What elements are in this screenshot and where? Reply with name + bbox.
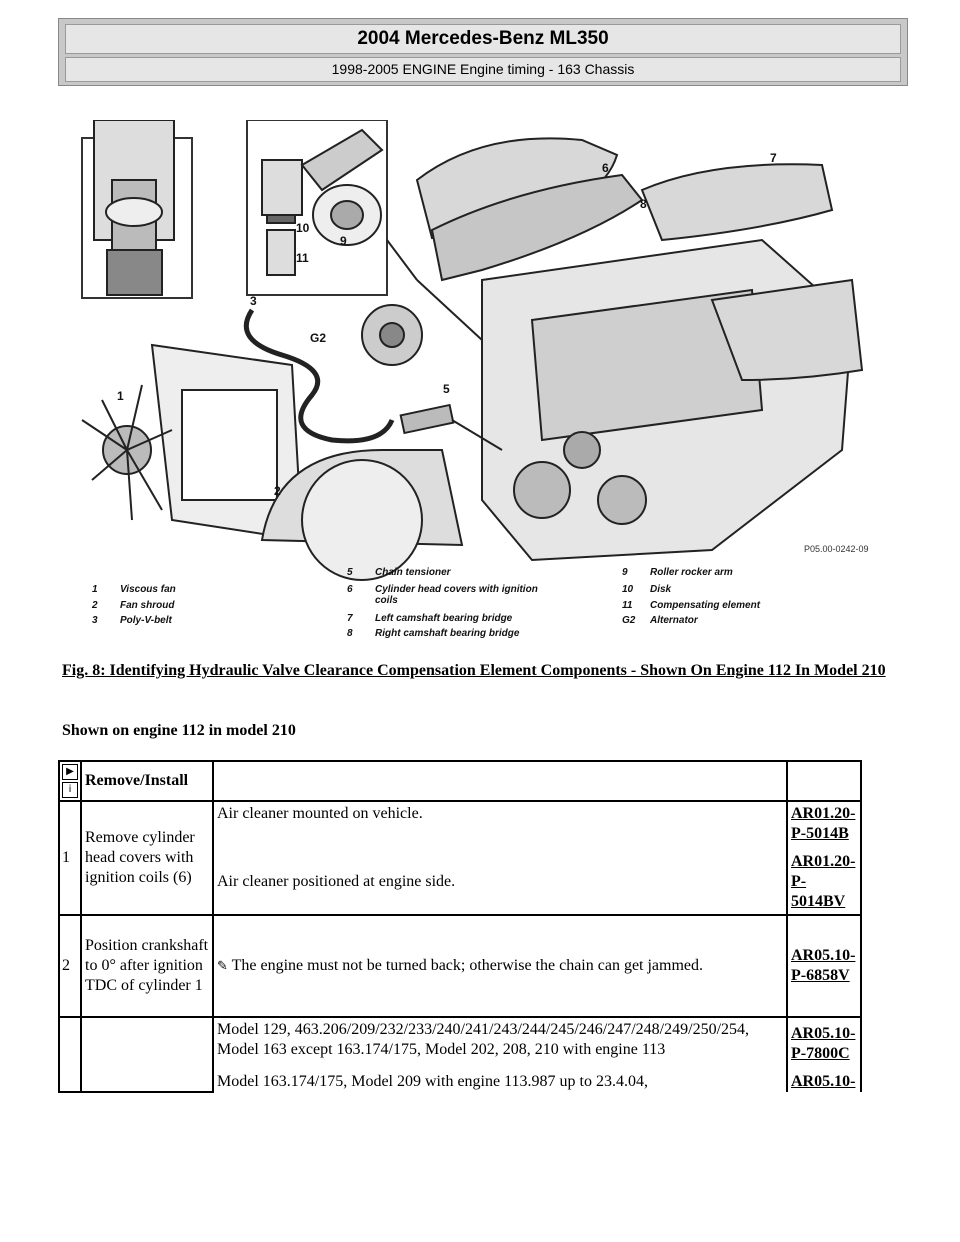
callout-6: 6 bbox=[602, 161, 609, 175]
step-description: Remove cylinder head covers with ignition coils (6) bbox=[81, 801, 213, 915]
legend-item: 7 Left camshaft bearing bridge bbox=[347, 613, 513, 624]
step-number bbox=[59, 1017, 81, 1092]
document-subtitle: 1998-2005 ENGINE Engine timing - 163 Chassis bbox=[65, 57, 901, 82]
figure-caption-link[interactable]: Fig. 8: Identifying Hydraulic Valve Clearance Compensation Element Components - Shown On Engine 112 In Model 210 bbox=[62, 662, 886, 679]
table-row bbox=[59, 915, 861, 1017]
reference-link[interactable]: AR01.20-P-5014BV bbox=[787, 850, 861, 915]
header-icons-cell bbox=[59, 761, 81, 801]
step-number: 2 bbox=[59, 915, 81, 1017]
step-description: Position crankshaft to 0° after ignition TDC of cylinder 1 bbox=[81, 915, 213, 1017]
callout-2: 2 bbox=[274, 484, 281, 498]
callout-g2: G2 bbox=[310, 331, 327, 345]
table-header-row bbox=[59, 761, 861, 801]
callout-8: 8 bbox=[640, 197, 647, 211]
legend-item: 11 Compensating element bbox=[622, 600, 761, 611]
shown-on-heading: Shown on engine 112 in model 210 bbox=[62, 722, 296, 739]
figure-code: P05.00-0242-09 bbox=[804, 544, 869, 554]
header-ref-cell bbox=[787, 761, 861, 801]
callout-7: 7 bbox=[770, 151, 777, 165]
legend-item: 8 Right camshaft bearing bridge bbox=[347, 628, 520, 639]
legend-item: 1 Viscous fan bbox=[92, 584, 176, 595]
document-header bbox=[58, 18, 908, 86]
step-detail: Model 163.174/175, Model 209 with engine 113.987 up to 23.4.04, bbox=[213, 1070, 787, 1092]
legend-item: 3 Poly-V-belt bbox=[92, 615, 172, 626]
figure-legend bbox=[92, 565, 822, 645]
callout-3: 3 bbox=[250, 294, 257, 308]
table-row bbox=[59, 801, 861, 850]
table-row bbox=[59, 1017, 861, 1070]
legend-item: 5 Chain tensioner bbox=[347, 567, 451, 578]
info-icon: i bbox=[62, 782, 78, 798]
header-empty-cell bbox=[213, 761, 787, 801]
document-title: 2004 Mercedes-Benz ML350 bbox=[65, 24, 901, 54]
legend-item: G2 Alternator bbox=[622, 615, 698, 626]
callout-1: 1 bbox=[117, 389, 124, 403]
step-detail: Air cleaner positioned at engine side. bbox=[213, 850, 787, 915]
step-description bbox=[81, 1017, 213, 1092]
step-note: ✎ The engine must not be turned back; otherwise the chain can get jammed. bbox=[213, 915, 787, 1017]
step-detail: Model 129, 463.206/209/232/233/240/241/243/244/245/246/247/248/249/250/254, Model 163 except 163.174/175, Model 202, 208, 210 with engine 113 bbox=[213, 1017, 787, 1070]
legend-item: 2 Fan shroud bbox=[92, 600, 175, 611]
callout-9: 9 bbox=[340, 234, 347, 248]
header-title: Remove/Install bbox=[81, 761, 213, 801]
callout-5: 5 bbox=[443, 382, 450, 396]
note-icon: ✎ bbox=[217, 958, 228, 974]
step-number: 1 bbox=[59, 801, 81, 915]
callout-10: 10 bbox=[296, 221, 310, 235]
reference-link[interactable]: AR01.20-P-5014B bbox=[787, 801, 861, 850]
reference-link[interactable]: AR05.10-P-6858V bbox=[787, 915, 861, 1017]
play-icon: ▶ bbox=[62, 764, 78, 780]
callout-11: 11 bbox=[296, 251, 309, 265]
legend-item: 9 Roller rocker arm bbox=[622, 567, 733, 578]
legend-item: 6 Cylinder head covers with ignition coils bbox=[347, 584, 538, 606]
procedure-table bbox=[58, 760, 862, 1093]
reference-link[interactable]: AR05.10- bbox=[787, 1070, 861, 1092]
reference-link[interactable]: AR05.10-P-7800C bbox=[787, 1017, 861, 1070]
legend-item: 10 Disk bbox=[622, 584, 672, 595]
step-detail: Air cleaner mounted on vehicle. bbox=[213, 801, 787, 850]
